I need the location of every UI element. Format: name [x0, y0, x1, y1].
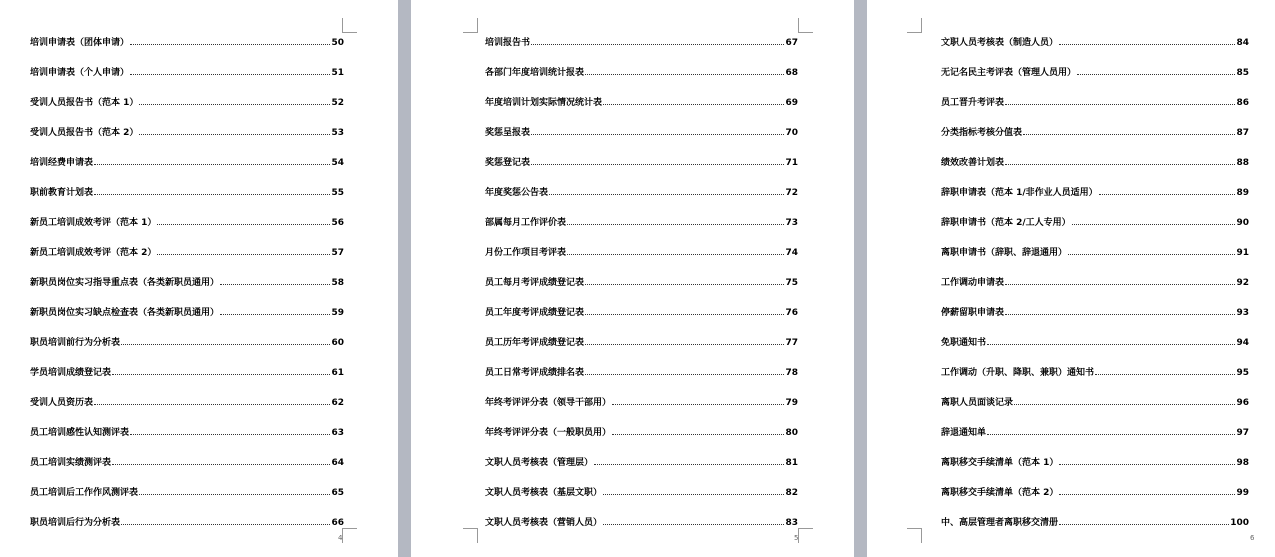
toc-entry-page-number: 82	[785, 488, 798, 498]
toc-entry-page-number: 57	[331, 248, 344, 258]
toc-entry-title: 年终考评评分表（领导干部用）	[485, 398, 612, 408]
toc-entry-title: 免职通知书	[941, 338, 987, 348]
toc-entry-title: 培训经费申请表	[30, 158, 94, 168]
toc-entry-page-number: 91	[1236, 248, 1249, 258]
dot-leader	[1072, 223, 1236, 225]
toc-entry-page-number: 75	[785, 278, 798, 288]
dot-leader	[157, 253, 330, 255]
toc-entry-page-number: 87	[1236, 128, 1249, 138]
toc-entry-page-number: 50	[331, 38, 344, 48]
toc-entry-title: 奖惩呈报表	[485, 128, 531, 138]
toc-entry-page-number: 74	[785, 248, 798, 258]
dot-leader	[987, 433, 1235, 435]
toc-entry[interactable]	[485, 454, 798, 468]
dot-leader	[594, 463, 784, 465]
dot-leader	[94, 193, 330, 195]
toc-entry[interactable]	[485, 334, 798, 348]
toc-entry-title: 辞职申请表（范本 1/非作业人员适用）	[941, 188, 1098, 198]
toc-entry-page-number: 92	[1236, 278, 1249, 288]
toc-entry-title: 新职员岗位实习指导重点表（各类新职员通用）	[30, 278, 220, 288]
toc-entry-page-number: 67	[785, 38, 798, 48]
toc-entry-title: 离职移交手续清单（范本 1）	[941, 458, 1059, 468]
toc-entry-title: 培训申请表（团体申请）	[30, 38, 130, 48]
toc-entry-page-number: 80	[785, 428, 798, 438]
toc-entry[interactable]	[485, 484, 798, 498]
toc-entry-title: 年终考评评分表（一般职员用）	[485, 428, 612, 438]
toc-entry-title: 分类指标考核分值表	[941, 128, 1023, 138]
dot-leader	[139, 493, 330, 495]
page-gap	[398, 0, 411, 557]
toc-entry-page-number: 66	[331, 518, 344, 528]
toc-entry-title: 文职人员考核表（基层文职）	[485, 488, 603, 498]
toc-entry-page-number: 53	[331, 128, 344, 138]
toc-entry[interactable]	[941, 34, 1249, 48]
toc-entry-page-number: 77	[785, 338, 798, 348]
toc-entry-page-number: 58	[331, 278, 344, 288]
toc-entry-page-number: 65	[331, 488, 344, 498]
toc-entry-title: 文职人员考核表（管理层）	[485, 458, 594, 468]
toc-entry[interactable]	[30, 244, 344, 258]
toc-entry-title: 中、高层管理者离职移交清册	[941, 518, 1059, 528]
toc-entry[interactable]	[941, 304, 1249, 318]
toc-entry[interactable]	[941, 184, 1249, 198]
dot-leader	[531, 163, 784, 165]
toc-entry-page-number: 94	[1236, 338, 1249, 348]
toc-entry-title: 员工日常考评成绩排名表	[485, 368, 585, 378]
dot-leader	[112, 373, 330, 375]
toc-entry[interactable]	[485, 154, 798, 168]
toc-entry-page-number: 73	[785, 218, 798, 228]
toc-entry-page-number: 98	[1236, 458, 1249, 468]
toc-entry-page-number: 52	[331, 98, 344, 108]
crop-mark-top-left	[463, 18, 478, 33]
dot-leader	[130, 73, 330, 75]
toc-entry-page-number: 76	[785, 308, 798, 318]
toc-entry-page-number: 97	[1236, 428, 1249, 438]
document-page-1	[0, 0, 398, 557]
toc-entry-title: 文职人员考核表（营销人员）	[485, 518, 603, 528]
dot-leader	[585, 283, 784, 285]
page-number: 6	[1250, 534, 1255, 542]
dot-leader	[1059, 493, 1235, 495]
dot-leader	[1059, 43, 1235, 45]
toc-entry-page-number: 63	[331, 428, 344, 438]
toc-entry-title: 辞职申请书（范本 2/工人专用）	[941, 218, 1071, 228]
toc-entry[interactable]	[941, 64, 1249, 78]
crop-mark-bottom-left	[463, 528, 478, 543]
toc-entry[interactable]	[941, 424, 1249, 438]
toc-entry[interactable]	[941, 244, 1249, 258]
toc-entry-page-number: 61	[331, 368, 344, 378]
toc-entry[interactable]	[941, 274, 1249, 288]
dot-leader	[1099, 193, 1236, 195]
toc-entry-page-number: 64	[331, 458, 344, 468]
toc-entry-page-number: 59	[331, 308, 344, 318]
toc-entry[interactable]	[485, 214, 798, 228]
toc-entry-page-number: 60	[331, 338, 344, 348]
dot-leader	[94, 163, 330, 165]
dot-leader	[567, 223, 784, 225]
toc-entry-page-number: 51	[331, 68, 344, 78]
toc-entry[interactable]	[30, 514, 344, 528]
toc-entry-title: 员工每月考评成绩登记表	[485, 278, 585, 288]
toc-entry[interactable]	[485, 64, 798, 78]
toc-entry-page-number: 81	[785, 458, 798, 468]
dot-leader	[1059, 463, 1235, 465]
dot-leader	[220, 283, 330, 285]
dot-leader	[1005, 103, 1235, 105]
dot-leader	[612, 433, 784, 435]
toc-entry-title: 离职人员面谈记录	[941, 398, 1014, 408]
dot-leader	[121, 343, 330, 345]
toc-entry-page-number: 56	[331, 218, 344, 228]
toc-entry-title: 员工年度考评成绩登记表	[485, 308, 585, 318]
toc-entry[interactable]	[30, 124, 344, 138]
dot-leader	[1005, 163, 1235, 165]
toc-entry-page-number: 93	[1236, 308, 1249, 318]
toc-entry-page-number: 69	[785, 98, 798, 108]
page-number: 4	[338, 534, 343, 542]
page-number: 5	[794, 534, 799, 542]
toc-entry-page-number: 86	[1236, 98, 1249, 108]
toc-entry[interactable]	[485, 184, 798, 198]
toc-entry[interactable]	[30, 424, 344, 438]
toc-entry-title: 离职移交手续清单（范本 2）	[941, 488, 1059, 498]
toc-entry[interactable]	[941, 394, 1249, 408]
toc-entry-title: 员工培训后工作作风测评表	[30, 488, 139, 498]
toc-entry-title: 绩效改善计划表	[941, 158, 1005, 168]
toc-entry[interactable]	[30, 214, 344, 228]
toc-entry[interactable]	[941, 454, 1249, 468]
toc-entry-title: 员工培训感性认知测评表	[30, 428, 130, 438]
toc-entry-title: 学员培训成绩登记表	[30, 368, 112, 378]
toc-entry-title: 受训人员报告书（范本 2）	[30, 128, 139, 138]
toc-entry-title: 员工晋升考评表	[941, 98, 1005, 108]
toc-entry-title: 职前教育计划表	[30, 188, 94, 198]
crop-mark-bottom-right	[798, 528, 813, 543]
toc-entry-page-number: 62	[331, 398, 344, 408]
toc-entry-title: 辞退通知单	[941, 428, 987, 438]
dot-leader	[585, 313, 784, 315]
toc-entry[interactable]	[941, 484, 1249, 498]
toc-entry-title: 离职申请书（辞职、辞退通用）	[941, 248, 1068, 258]
dot-leader	[121, 523, 330, 525]
toc-entry-title: 培训报告书	[485, 38, 531, 48]
toc-entry-title: 新员工培训成效考评（范本 1）	[30, 218, 157, 228]
toc-entry[interactable]	[485, 364, 798, 378]
toc-entry-page-number: 85	[1236, 68, 1249, 78]
toc-entry[interactable]	[485, 274, 798, 288]
toc-entry[interactable]	[485, 424, 798, 438]
toc-entry-title: 部属每月工作评价表	[485, 218, 567, 228]
toc-entry-title: 受训人员资历表	[30, 398, 94, 408]
toc-entry-title: 奖惩登记表	[485, 158, 531, 168]
toc-entry[interactable]	[30, 184, 344, 198]
toc-entry[interactable]	[485, 244, 798, 258]
toc-entry-title: 职员培训前行为分析表	[30, 338, 121, 348]
toc-entry[interactable]	[485, 394, 798, 408]
crop-mark-top-right	[342, 18, 357, 33]
dot-leader	[603, 103, 784, 105]
toc-entry[interactable]	[30, 334, 344, 348]
toc-entry-page-number: 70	[785, 128, 798, 138]
page-gap	[854, 0, 867, 557]
dot-leader	[1014, 403, 1235, 405]
dot-leader	[567, 253, 784, 255]
toc-entry-title: 文职人员考核表（制造人员）	[941, 38, 1059, 48]
toc-entry[interactable]	[485, 124, 798, 138]
dot-leader	[1059, 523, 1229, 525]
toc-entry-title: 月份工作项目考评表	[485, 248, 567, 258]
toc-entry-page-number: 96	[1236, 398, 1249, 408]
toc-entry-page-number: 68	[785, 68, 798, 78]
dot-leader	[1005, 283, 1235, 285]
toc-entry-title: 员工历年考评成绩登记表	[485, 338, 585, 348]
toc-entry[interactable]	[30, 394, 344, 408]
toc-entry-page-number: 72	[785, 188, 798, 198]
toc-entry[interactable]	[30, 364, 344, 378]
toc-entry-title: 停薪留职申请表	[941, 308, 1005, 318]
dot-leader	[549, 193, 784, 195]
toc-entry-page-number: 54	[331, 158, 344, 168]
toc-entry-title: 无记名民主考评表（管理人员用）	[941, 68, 1077, 78]
toc-entry[interactable]	[941, 154, 1249, 168]
toc-entry-title: 员工培训实绩测评表	[30, 458, 112, 468]
dot-leader	[1023, 133, 1235, 135]
dot-leader	[531, 43, 784, 45]
toc-entry-title: 新员工培训成效考评（范本 2）	[30, 248, 157, 258]
toc-entry[interactable]	[30, 274, 344, 288]
dot-leader	[612, 403, 784, 405]
dot-leader	[585, 73, 784, 75]
dot-leader	[1068, 253, 1235, 255]
toc-entry[interactable]	[30, 484, 344, 498]
toc-entry-page-number: 79	[785, 398, 798, 408]
toc-entry-title: 年度培训计划实际情况统计表	[485, 98, 603, 108]
toc-entry-title: 工作调动申请表	[941, 278, 1005, 288]
toc-entry-page-number: 99	[1236, 488, 1249, 498]
toc-entry-page-number: 100	[1230, 518, 1249, 528]
toc-entry-title: 职员培训后行为分析表	[30, 518, 121, 528]
toc-entry-page-number: 78	[785, 368, 798, 378]
toc-entry-page-number: 90	[1236, 218, 1249, 228]
dot-leader	[585, 373, 784, 375]
toc-entry-page-number: 95	[1236, 368, 1249, 378]
crop-mark-top-left	[907, 18, 922, 33]
toc-entry[interactable]	[941, 94, 1249, 108]
toc-entry[interactable]	[485, 304, 798, 318]
toc-entry[interactable]	[941, 124, 1249, 138]
toc-entry[interactable]	[485, 94, 798, 108]
dot-leader	[1095, 373, 1235, 375]
dot-leader	[139, 133, 330, 135]
toc-entry-title: 培训申请表（个人申请）	[30, 68, 130, 78]
dot-leader	[585, 343, 784, 345]
dot-leader	[531, 133, 784, 135]
dot-leader	[157, 223, 330, 225]
toc-entry-page-number: 55	[331, 188, 344, 198]
dot-leader	[112, 463, 330, 465]
toc-entry-page-number: 71	[785, 158, 798, 168]
toc-entry[interactable]	[30, 34, 344, 48]
dot-leader	[130, 43, 330, 45]
dot-leader	[94, 403, 330, 405]
toc-entry[interactable]	[30, 94, 344, 108]
toc-entry[interactable]	[30, 154, 344, 168]
toc-entry-title: 工作调动（升职、降职、兼职）通知书	[941, 368, 1095, 378]
toc-entry-title: 年度奖惩公告表	[485, 188, 549, 198]
document-page-3	[867, 0, 1275, 557]
toc-entry[interactable]	[485, 34, 798, 48]
dot-leader	[1077, 73, 1235, 75]
toc-entry[interactable]	[941, 214, 1249, 228]
toc-entry[interactable]	[30, 64, 344, 78]
toc-entry[interactable]	[30, 454, 344, 468]
toc-entry-page-number: 83	[785, 518, 798, 528]
dot-leader	[139, 103, 330, 105]
crop-mark-bottom-left	[907, 528, 922, 543]
crop-mark-bottom-right	[342, 528, 357, 543]
toc-entry-page-number: 88	[1236, 158, 1249, 168]
toc-entry[interactable]	[941, 364, 1249, 378]
toc-entry-title: 新职员岗位实习缺点检查表（各类新职员通用）	[30, 308, 220, 318]
document-page-2	[411, 0, 854, 557]
dot-leader	[603, 493, 784, 495]
toc-entry-page-number: 84	[1236, 38, 1249, 48]
dot-leader	[603, 523, 784, 525]
toc-entry[interactable]	[30, 304, 344, 318]
toc-entry-page-number: 89	[1236, 188, 1249, 198]
dot-leader	[130, 433, 330, 435]
toc-entry[interactable]	[485, 514, 798, 528]
crop-mark-top-right	[798, 18, 813, 33]
dot-leader	[1005, 313, 1235, 315]
toc-entry[interactable]	[941, 334, 1249, 348]
dot-leader	[220, 313, 330, 315]
toc-entry[interactable]	[941, 514, 1249, 528]
toc-entry-title: 各部门年度培训统计报表	[485, 68, 585, 78]
dot-leader	[987, 343, 1235, 345]
toc-entry-title: 受训人员报告书（范本 1）	[30, 98, 139, 108]
